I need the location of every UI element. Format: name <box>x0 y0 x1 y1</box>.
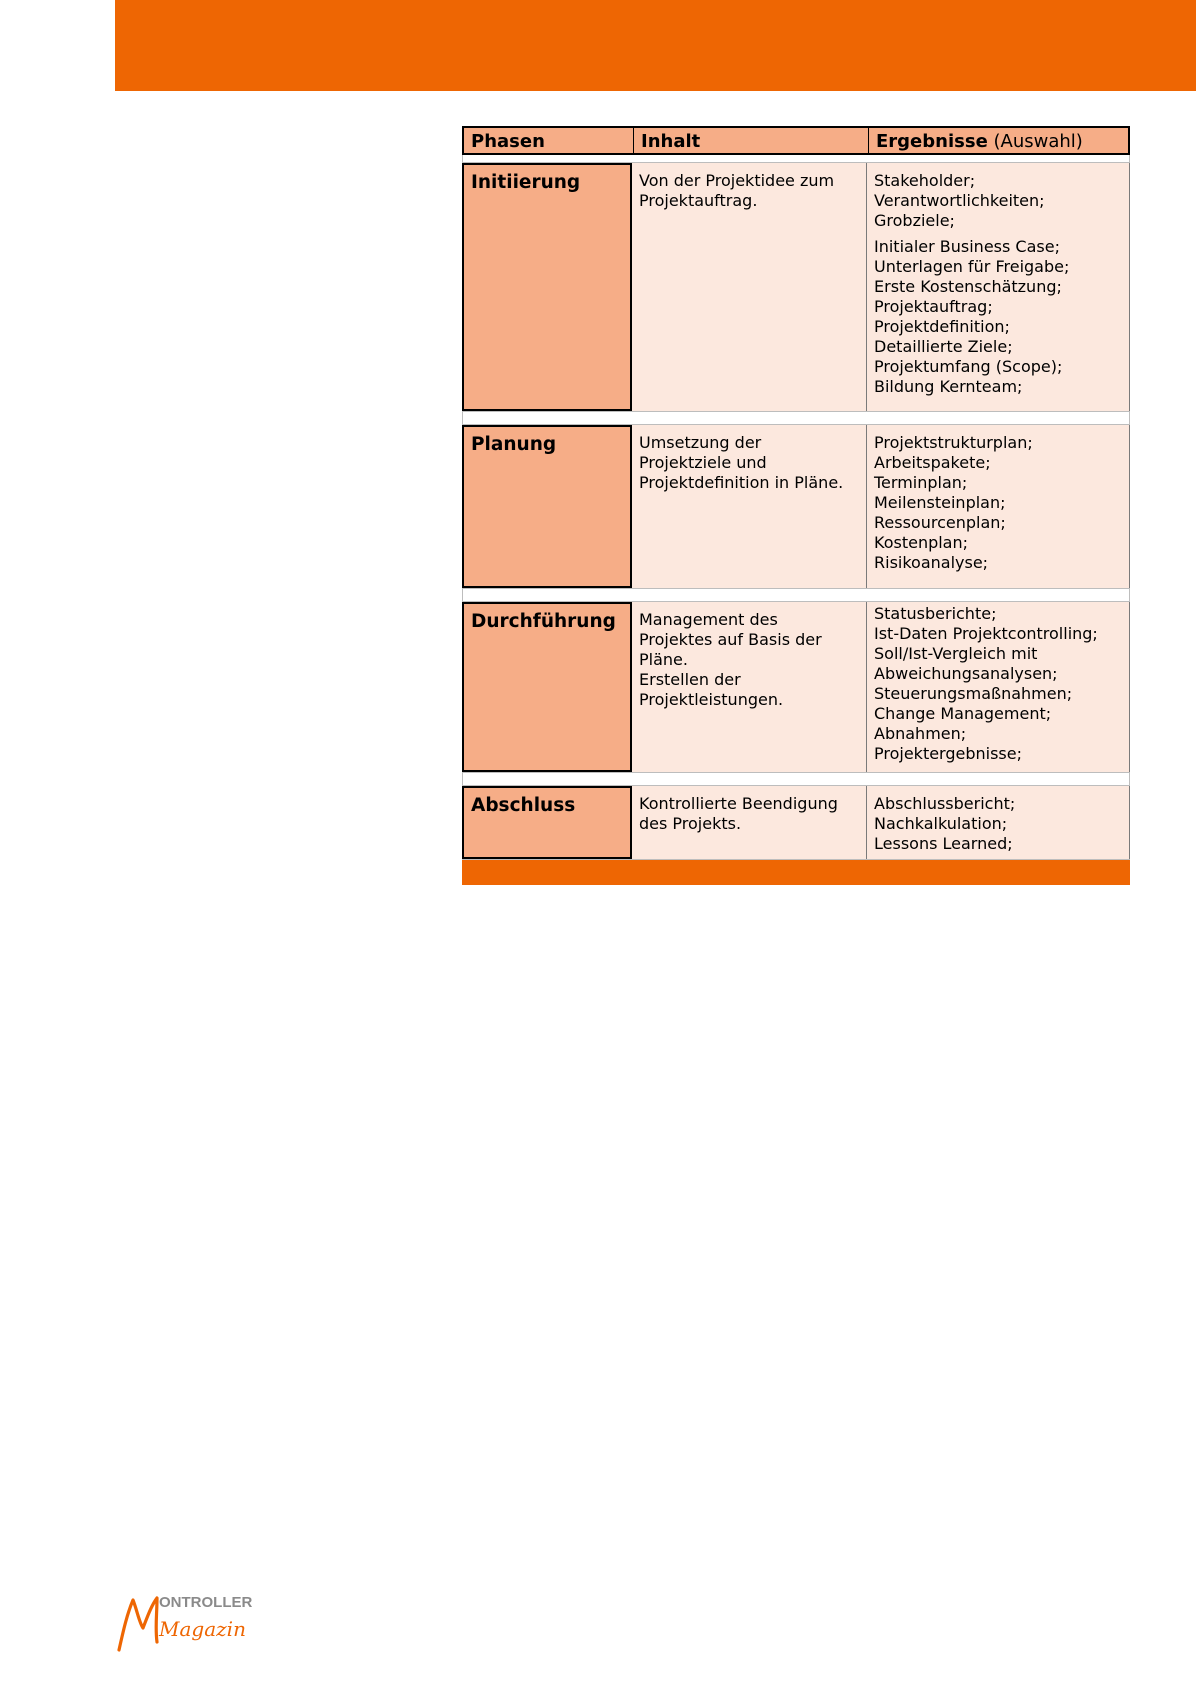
phase-results-durchfuehrung: Statusberichte; Ist-Daten Projektcontrolling; Soll/Ist-Vergleich mit Abweichungsanalysen; Steuerungsmaßnahmen; Change Management; Abnahmen; Projektergebnisse; <box>867 602 1130 772</box>
phase-content-planung: Umsetzung der Projektziele und Projektdefinition in Pläne. <box>632 425 867 588</box>
phase-table <box>462 126 1130 885</box>
table-row-durchfuehrung <box>462 601 1130 773</box>
phase-content-initiierung: Von der Projektidee zum Projektauftrag. <box>632 163 867 411</box>
table-footer-bar <box>462 860 1130 885</box>
header-content: Inhalt <box>634 128 869 153</box>
header-results: Ergebnisse (Auswahl) <box>876 131 1083 152</box>
phase-results-initiierung: Stakeholder; Verantwortlichkeiten; Grobziele; Initialer Business Case; Unterlagen für Freigabe; Erste Kostenschätzung; Projektauftrag; Projektdefinition; Detaillierte Ziele; Projektumfang (Scope); Bildung Kernteam; <box>867 163 1130 411</box>
header-results-note: (Auswahl) <box>993 131 1083 152</box>
phase-content-abschluss: Kontrollierte Beendigung des Projekts. <box>632 786 867 859</box>
phase-results-abschluss: Abschlussbericht; Nachkalkulation; Lessons Learned; <box>867 786 1130 859</box>
logo-text-controller: ONTROLLER <box>159 1594 253 1611</box>
logo-m-stroke <box>119 1598 157 1650</box>
controller-magazin-logo <box>113 1592 263 1654</box>
phase-content-durchfuehrung: Management des Projektes auf Basis der Pläne. Erstellen der Projektleistungen. <box>632 602 867 772</box>
phase-results-planung: Projektstrukturplan; Arbeitspakete; Terminplan; Meilensteinplan; Ressourcenplan; Kostenplan; Risikoanalyse; <box>867 425 1130 588</box>
table-row-planung <box>462 424 1130 589</box>
phase-name-initiierung: Initiierung <box>462 163 632 411</box>
phase-name-planung: Planung <box>462 425 632 588</box>
logo-text-magazin: Magazin <box>159 1617 246 1641</box>
header-bar <box>115 0 1196 91</box>
table-row-abschluss <box>462 785 1130 860</box>
phase-name-durchfuehrung: Durchführung <box>462 602 632 772</box>
table-header-row <box>462 126 1130 155</box>
table-row-initiierung <box>462 162 1130 412</box>
phase-name-abschluss: Abschluss <box>462 786 632 859</box>
header-phases: Phasen <box>464 128 634 153</box>
